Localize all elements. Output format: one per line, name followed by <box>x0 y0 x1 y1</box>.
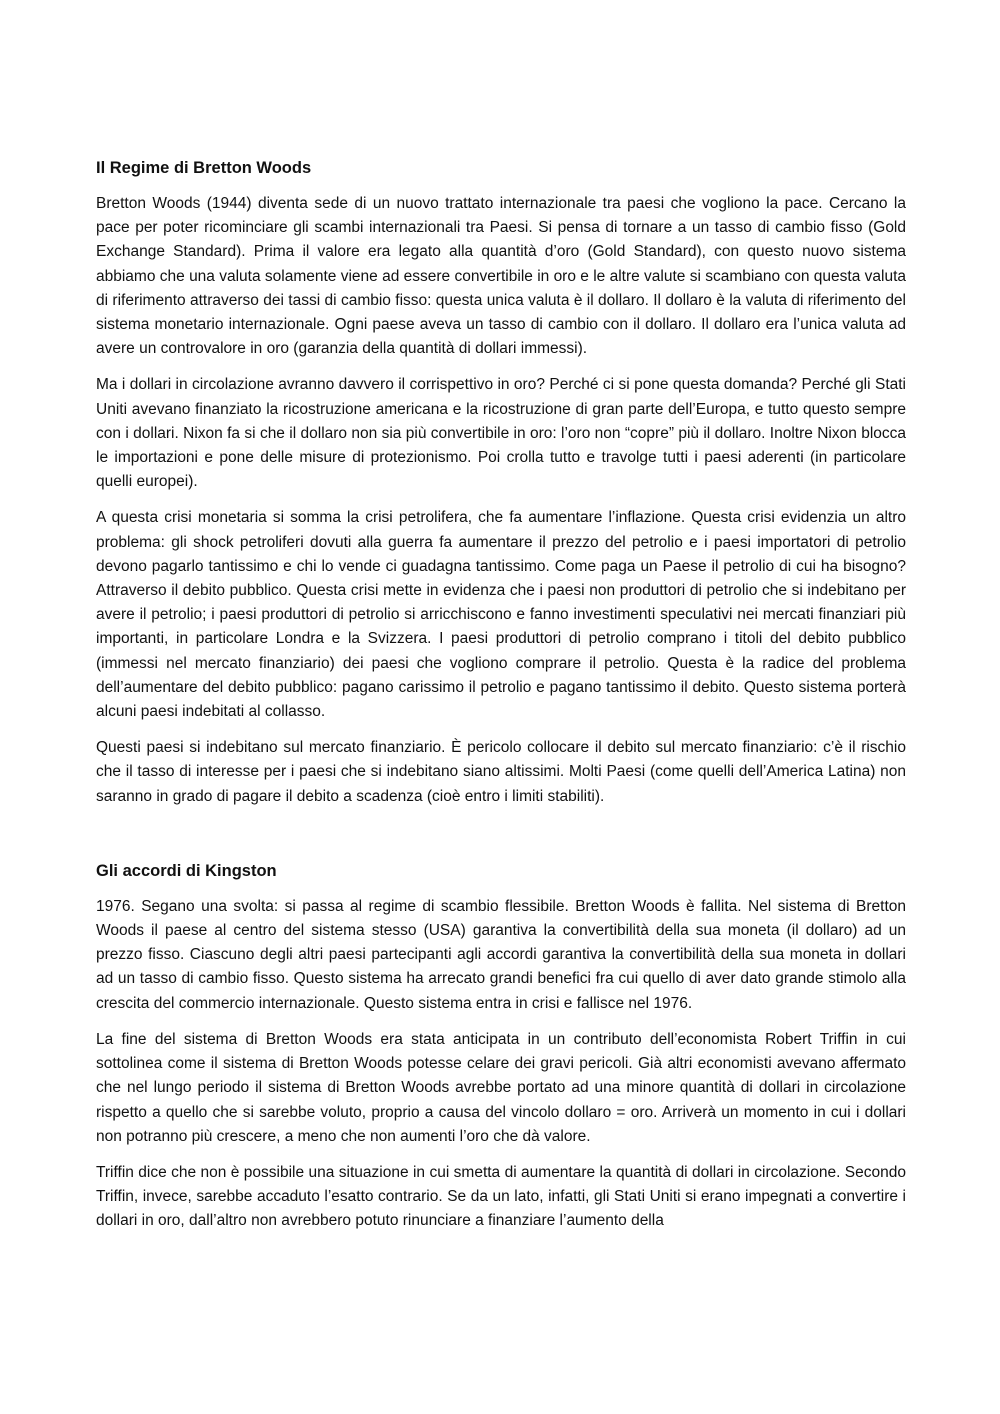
section-title-bretton-woods: Il Regime di Bretton Woods <box>96 159 312 177</box>
section-title-kingston: Gli accordi di Kingston <box>96 861 277 880</box>
section-spacer <box>96 821 906 859</box>
paragraph: La fine del sistema di Bretton Woods era stata anticipata in un contributo dell’economista Robert Triffin in cui sottolinea come il sistema di Bretton Woods potesse celare dei gravi pericoli. Già altri economisti avevano affermato che nel lungo periodo il sistema di Bretton Woods avrebbe portato ad una minore quantità di dollari in circolazione rispetto a quello che si sarebbe voluto, proprio a causa del vincolo dollaro = oro. Arriverà un momento in cui i dollari non potranno più crescere, a meno che non aumenti l’oro che dà valore. <box>96 1030 906 1145</box>
paragraph: Bretton Woods (1944) diventa sede di un nuovo trattato internazionale tra paesi che vogliono la pace. Cercano la pace per poter ricominciare gli scambi internazionali tra Paesi. Si pensa di tornare a un tasso di cambio fisso (Gold Exchange Standard). Prima il valore era legato alla quantità d’oro (Gold Standard), con questo nuovo sistema abbiamo che una valuta solamente viene ad essere convertibile in oro e le altre valute si scambiano con questa valuta di riferimento attraverso dei tassi di cambio fisso: questa unica valuta è il dollaro. Il dollaro è la valuta di riferimento del sistema monetario internazionale. Ogni paese aveva un tasso di cambio con il dollaro. Il dollaro era l’unica valuta ad avere un controvalore in oro (garanzia della quantità di dollari immessi). <box>96 195 906 358</box>
paragraph: Triffin dice che non è possibile una situazione in cui smetta di aumentare la quantità di dollari in circolazione. Secondo Triffin, invece, sarebbe accaduto l’esatto contrario. Se da un lato, infatti, gli Stati Uniti si erano impegnati a convertire i dollari in oro, dall’altro non avrebbero potuto rinunciare a finanziare l’aumento della <box>96 1163 906 1230</box>
paragraph: A questa crisi monetaria si somma la crisi petrolifera, che fa aumentare l’inflazione. Questa crisi evidenzia un altro problema: gli shock petroliferi dovuti alla guerra fa aumentare il prezzo del petrolio e i paesi importatori di petrolio devono pagarlo tantissimo e chi lo vende ci guadagna tantissimo. Come paga un Paese il petrolio di cui ha bisogno? Attraverso il debito pubblico. Questa crisi mette in evidenza che i paesi non produttori di petrolio che si indebitano per avere il petrolio; i paesi produttori di petrolio si arricchiscono e fanno investimenti speculativi nei mercati finanziari più importanti, in particolare Londra e la Svizzera. I paesi produttori di petrolio comprano i titoli del debito pubblico (immessi nel mercato finanziario) dei paesi che vogliono comprare il petrolio. Questa è la radice del problema dell’aumentare del debito pubblico: pagano carissimo il petrolio e pagano tantissimo il debito. Questo sistema porterà alcuni paesi indebitati al collasso. <box>96 509 906 721</box>
paragraph: 1976. Segano una svolta: si passa al regime di scambio flessibile. Bretton Woods è fallita. Nel sistema di Bretton Woods il paese al centro del sistema stesso (USA) garantiva la convertibilità della sua moneta (il dollaro) ad un prezzo fisso. Ciascuno degli altri paesi partecipanti agli accordi garantiva la convertibilità della sua moneta in dollari ad un tasso di cambio fisso. Questo sistema ha arrecato grandi benefici fra cui quello di aver dato grande stimolo alla crescita del commercio internazionale. Questo sistema entra in crisi e fallisce nel 1976. <box>96 897 906 1012</box>
document-page <box>96 156 906 1246</box>
paragraph: Questi paesi si indebitano sul mercato finanziario. È pericolo collocare il debito sul mercato finanziario: c’è il rischio che il tasso di interesse per i paesi che si indebitano siano altissimi. Molti Paesi (come quelli dell’America Latina) non saranno in grado di pagare il debito a scadenza (cioè entro i limiti stabiliti). <box>96 739 906 805</box>
paragraph: Ma i dollari in circolazione avranno davvero il corrispettivo in oro? Perché ci si pone questa domanda? Perché gli Stati Uniti avevano finanziato la ricostruzione americana e la ricostruzione di gran parte dell’Europa, e tutto questo sempre con i dollari. Nixon fa si che il dollaro non sia più convertibile in oro: l’oro non “copre” più il dollaro. Inoltre Nixon blocca le importazioni e pone delle misure di protezionismo. Poi crolla tutto e travolge tutti i paesi aderenti (in particolare quelli europei). <box>96 376 906 491</box>
